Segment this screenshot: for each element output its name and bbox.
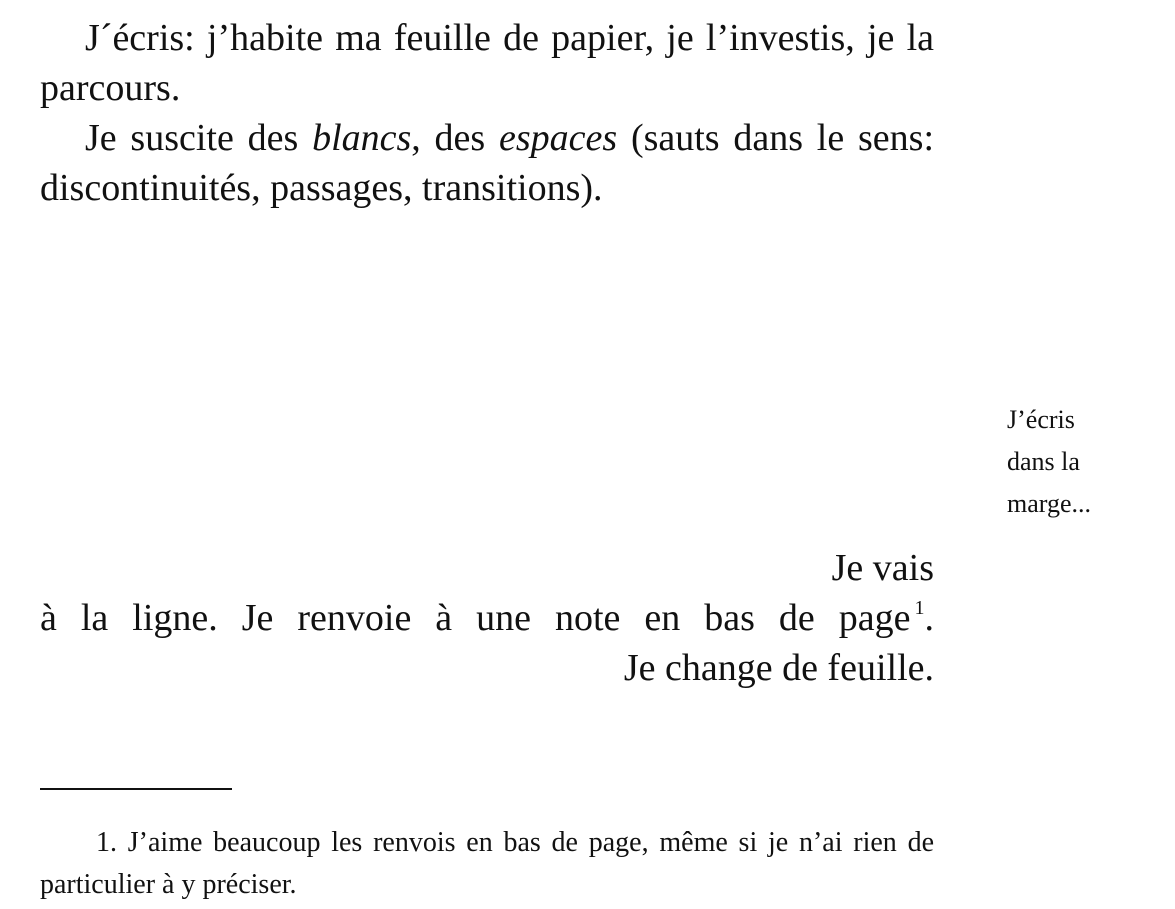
line-renvoie [40,593,934,643]
line-je-vais: Je vais [831,547,934,589]
renvoie-period: . [924,597,934,639]
margin-note [1007,399,1167,525]
spaces-emphasis: espaces [498,117,618,159]
margin-note-line-2: dans la [1007,447,1080,476]
footnote-separator-rule [40,788,232,790]
line-change-feuille: Je change de feuille. [623,647,934,689]
margin-note-line-1: J’écris [1007,405,1075,434]
blanks-text-middle: , des [411,117,499,159]
opening-paragraph: J´écris: j’habite ma feuille de papier, je l’investis, je la parcours. [40,17,934,109]
footnote-text: 1. J’aime beaucoup les renvois en bas de page, même si je n’ai rien de particulier à y préciser. [40,827,934,900]
renvoie-text: à la ligne. Je renvoie à une note en bas de page [40,597,911,639]
footnote-reference[interactable]: 1 [914,597,925,619]
blanks-text-end: (sauts dans le sens: discontinuités, passages, transitions). [40,117,935,209]
margin-note-line-3: marge... [1007,489,1091,518]
blanks-text-start: Je suscite des [85,117,313,159]
blanks-paragraph [40,113,934,213]
blanks-emphasis: blancs [312,117,412,159]
